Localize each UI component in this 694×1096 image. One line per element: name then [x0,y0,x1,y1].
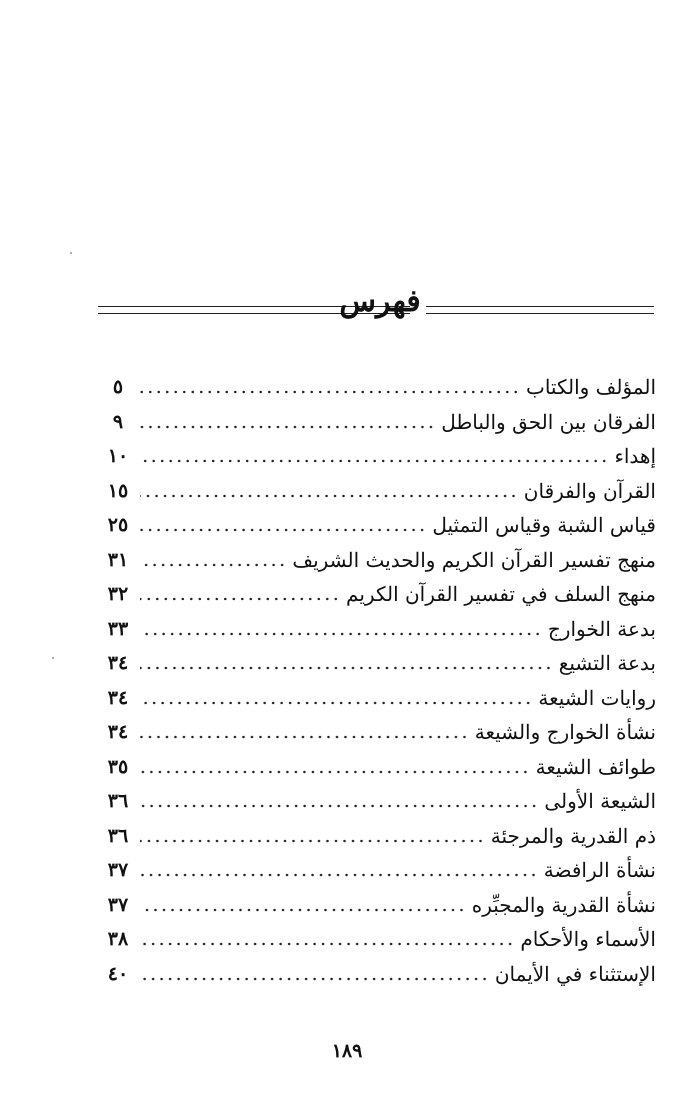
toc-entry-title: القرآن والفرقان [523,478,656,503]
toc-entry-title: نشأة القدرية والمجبِّره [471,892,656,917]
toc-entry [98,784,658,819]
toc-dot-leader [140,900,466,920]
toc-entry [98,750,658,785]
index-header [98,282,654,326]
toc-dot-leader [140,969,489,989]
toc-dot-leader [140,934,514,954]
toc-entry-page: ٣٥ [107,755,129,778]
scan-speck [70,252,72,254]
toc-entry [98,474,658,509]
toc-entry-page: ٣٨ [107,928,129,951]
toc-dot-leader [140,762,530,782]
toc-dot-leader [140,658,553,678]
toc-entry-title: نشأة الرافضة [543,858,656,883]
toc-entry-title: بدعة التشيع [558,651,656,676]
toc-entry [98,922,658,957]
toc-entry [98,681,658,716]
toc-dot-leader [140,727,469,747]
toc-dot-leader [140,589,340,609]
toc-entry [98,715,658,750]
toc-entry [98,853,658,888]
toc-entry-title: بدعة الخوارج [547,616,656,641]
page-number: ١٨٩ [331,1040,363,1062]
toc-entry [98,370,658,405]
toc-entry-title: إهداء [614,444,656,469]
toc-entry-title: المؤلف والكتاب [525,375,656,400]
toc-entry-page: ٣٦ [107,790,129,813]
toc-entry-title: قياس الشبة وقياس التمثيل [432,513,656,538]
toc-entry-page: ٤٠ [107,962,129,985]
toc-entry-page: ١٠ [107,445,129,468]
page-title: فهرس [339,284,421,319]
toc-dot-leader [140,382,520,402]
toc-entry [98,646,658,681]
toc-entry-title: نشأة الخوارج والشيعة [474,720,656,745]
toc-entry-title: طوائف الشيعة [535,754,656,779]
toc-entry-page: ٣٦ [107,824,129,847]
toc-entry-page: ٣٧ [107,859,129,882]
toc-entry-title: الفرقان بين الحق والباطل [441,409,656,434]
toc-entry-page: ٣٣ [107,617,129,640]
toc-dot-leader [140,555,286,575]
header-rule-right [426,306,654,314]
toc-entry-page: ٥ [112,376,124,399]
toc-entry-title: روايات الشيعة [538,685,656,710]
toc-dot-leader [140,451,608,471]
toc-entry-page: ٣٢ [107,583,129,606]
toc-entry-page: ٣٤ [107,652,129,675]
toc-entry-title: منهج السلف في تفسير القرآن الكريم [346,582,656,607]
toc-dot-leader [140,417,435,437]
toc-entry-title: الأسماء والأحكام [520,927,656,952]
toc-dot-leader [140,865,538,885]
toc-entry-title: الإستثناء في الأيمان [494,961,656,986]
scan-speck [52,657,54,659]
toc-dot-leader [140,693,532,713]
toc-entry [98,957,658,992]
toc-dot-leader [140,520,426,540]
toc-entry-page: ٩ [112,410,124,433]
toc-entry [98,612,658,647]
toc-entry [98,508,658,543]
toc-entry [98,439,658,474]
toc-entry [98,888,658,923]
toc-dot-leader [140,796,538,816]
toc-entry [98,543,658,578]
toc-entry-page: ٣٤ [107,686,129,709]
toc-entry-page: ٣٤ [107,721,129,744]
toc-entry-title: ذم القدرية والمرجئة [490,823,656,848]
toc-entry-page: ٣٧ [107,893,129,916]
table-of-contents [98,370,658,991]
toc-entry-page: ٣١ [107,548,129,571]
toc-entry [98,577,658,612]
toc-dot-leader [140,624,542,644]
toc-entry-page: ١٥ [107,479,129,502]
toc-entry-title: الشيعة الأولى [544,789,656,814]
toc-entry [98,819,658,854]
toc-dot-leader [140,831,485,851]
toc-entry-page: ٢٥ [107,514,129,537]
toc-entry-title: منهج تفسير القرآن الكريم والحديث الشريف [292,547,656,572]
toc-dot-leader [140,486,518,506]
toc-entry [98,405,658,440]
